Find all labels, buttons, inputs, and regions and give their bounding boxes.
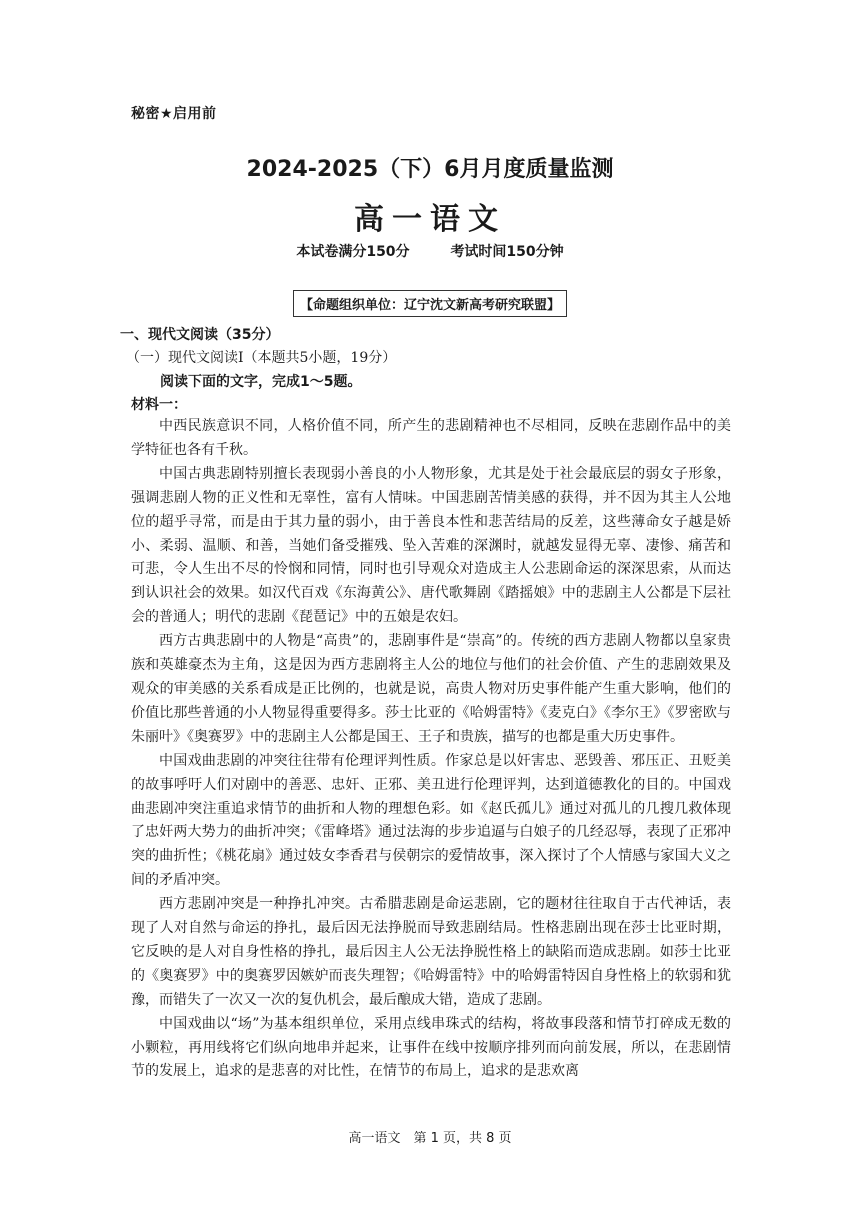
page-footer: 高一语文 第 1 页，共 8 页 [348,1131,512,1146]
passage-body [131,415,731,1084]
exam-time: 考试时间150分钟 [450,244,564,260]
subsection-heading: （一）现代文阅读Ⅰ（本题共5小题，19分） [126,350,397,366]
section-heading: 一、现代文阅读（35分） [120,327,280,343]
paragraph: 中西民族意识不同，人格价值不同，所产生的悲剧精神也不尽相同，反映在悲剧作品中的美学特征也各有千秋。 [131,418,731,458]
material-label: 材料一： [131,397,187,413]
confidential-label: 秘密★启用前 [131,106,217,122]
full-score: 本试卷满分150分 [296,244,410,260]
organizer-line [0,290,860,317]
organizer-box: 【命题组织单位：辽宁沈文新高考研究联盟】 [293,290,567,317]
reading-instruction: 阅读下面的文字，完成1～5题。 [160,374,362,390]
paragraph: 中国戏曲悲剧的冲突往往带有伦理评判性质。作家总是以奸害忠、恶毁善、邪压正、丑贬美的故事呼吁人们对剧中的善恶、忠奸、正邪、美丑进行伦理评判，达到道德教化的目的。中国戏曲悲剧冲突注重追求情节的曲折和人物的理想色彩。如《赵氏孤儿》通过对孤儿的几搜几救体现了忠奸两大势力的曲折冲突；《雷峰塔》通过法海的步步追逼与白娘子的几经忍辱，表现了正邪冲突的曲折性；《桃花扇》通过妓女李香君与侯朝宗的爱情故事，深入探讨了个人情感与家国大义之间的矛盾冲突。 [131,752,731,889]
paragraph: 西方古典悲剧中的人物是“高贵”的，悲剧事件是“崇高”的。传统的西方悲剧人物都以皇家贵族和英雄豪杰为主角，这是因为西方悲剧将主人公的地位与他们的社会价值、产生的悲剧效果及观众的审美感的关系看成是正比例的，也就是说，高贵人物对历史事件能产生重大影响，他们的价值比那些普通的小人物显得重要得多。莎士比亚的《哈姆雷特》《麦克白》《李尔王》《罗密欧与朱丽叶》《奥赛罗》中的悲剧主人公都是国王、王子和贵族，描写的也都是重大历史事件。 [131,633,731,745]
paragraph: 西方悲剧冲突是一种挣扎冲突。古希腊悲剧是命运悲剧，它的题材往往取自于古代神话，表现了人对自然与命运的挣扎，最后因无法挣脱而导致悲剧结局。性格悲剧出现在莎士比亚时期，它反映的是人对自身性格的挣扎，最后因主人公无法挣脱性格上的缺陷而造成悲剧。如莎士比亚的《奥赛罗》中的奥赛罗因嫉妒而丧失理智；《哈姆雷特》中的哈姆雷特因自身性格上的软弱和犹豫，而错失了一次又一次的复仇机会，最后酿成大错，造成了悲剧。 [131,896,731,1008]
exam-meta [0,241,860,261]
paragraph: 中国古典悲剧特别擅长表现弱小善良的小人物形象，尤其是处于社会最底层的弱女子形象，强调悲剧人物的正义性和无辜性，富有人情味。中国悲剧苦情美感的获得，并不因为其主人公地位的超乎寻常，而是由于其力量的弱小，由于善良本性和悲苦结局的反差，这些薄命女子越是娇小、柔弱、温顺、和善，当她们备受摧残、坠入苦难的深渊时，就越发显得无辜、凄惨、痛苦和可悲，令人生出不尽的怜悯和同情，同时也引导观众对造成主人公悲剧命运的深深思索，从而达到认识社会的效果。如汉代百戏《东海黄公》、唐代歌舞剧《踏摇娘》中的悲剧主人公都是下层社会的普通人；明代的悲剧《琵琶记》中的五娘是农妇。 [131,465,731,626]
subject-title: 高一语文 [354,202,506,237]
paragraph: 中国戏曲以“场”为基本组织单位，采用点线串珠式的结构，将故事段落和情节打碎成无数的小颗粒，再用线将它们纵向地串并起来，让事件在线中按顺序排列而向前发展，所以，在悲剧情节的发展上，追求的是悲喜的对比性，在情节的布局上，追求的是悲欢离 [131,1015,731,1080]
exam-title: 2024-2025（下）6月月度质量监测 [246,157,614,182]
